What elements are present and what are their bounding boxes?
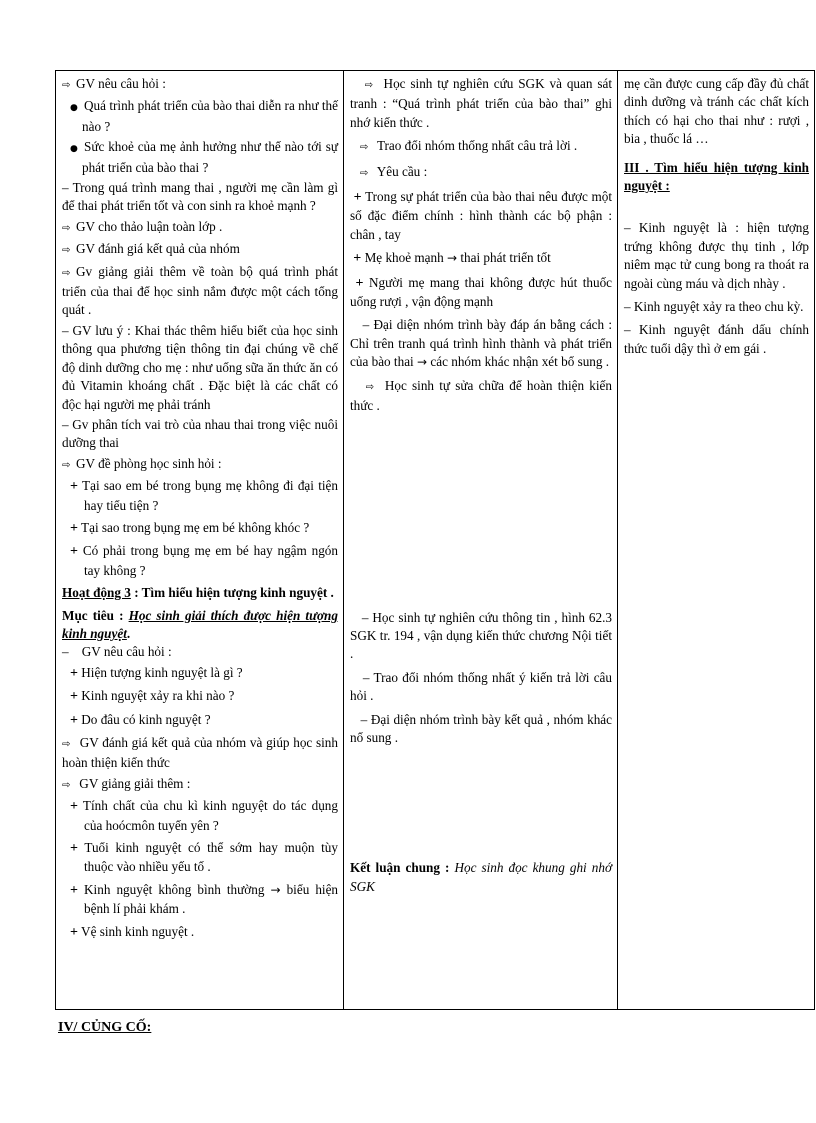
paragraph: – Đại diện nhóm trình bày đáp án bằng cách : Chỉ trên tranh quá trình hình thành và phát triển của bào thai → các nhóm khác nhận xét bổ sung . bbox=[350, 317, 613, 370]
paragraph: ⇨ Học sinh tự sửa chữa để hoàn thiện kiến thức . bbox=[350, 377, 613, 414]
arrow-bullet-icon: ⇨ bbox=[359, 167, 369, 179]
paragraph: + Có phải trong bụng mẹ em bé hay ngậm ngón tay không ? bbox=[70, 543, 338, 578]
paragraph: ⇨ GV đề phòng học sinh hỏi : bbox=[62, 455, 338, 475]
right-arrow-icon: → bbox=[417, 355, 428, 370]
plus-icon: + bbox=[353, 251, 362, 267]
paragraph: ⇨ GV cho thảo luận toàn lớp . bbox=[62, 218, 338, 238]
right-arrow-icon: → bbox=[446, 251, 458, 266]
paragraph: + Người mẹ mang thai không được hút thuốc uống rượi , vận động mạnh bbox=[350, 274, 613, 310]
plus-icon: + bbox=[70, 799, 78, 815]
paragraph: + Tính chất của chu kì kinh nguyệt do tác dụng của hoócmôn tuyến yên ? bbox=[70, 798, 338, 833]
paragraph: ● Quá trình phát triển của bào thai diễn ra như thế nào ? bbox=[70, 98, 338, 134]
plus-icon: + bbox=[70, 665, 78, 681]
arrow-bullet-icon: ⇨ bbox=[364, 80, 374, 91]
paragraph: + Tuổi kinh nguyệt có thể sớm hay muộn tùy thuộc vào nhiều yếu tố . bbox=[70, 840, 338, 875]
bullet-icon: ● bbox=[70, 103, 78, 114]
section-3-heading: III . Tìm hiểu hiện tượng kinh nguyệt : bbox=[624, 159, 809, 194]
paragraph: – Đại diện nhóm trình bày kết quả , nhóm khác nổ sung . bbox=[350, 711, 612, 745]
paragraph: + Kinh nguyệt không bình thường → biểu hiện bệnh lí phải khám . bbox=[70, 881, 339, 917]
paragraph: + Trong sự phát triển của bào thai nêu được một số đặc điểm chính : hình thành các bộ phận : chân , tay bbox=[350, 189, 613, 242]
paragraph: ⇨ GV giảng giải thêm : bbox=[62, 775, 338, 795]
arrow-bullet-icon: ⇨ bbox=[62, 267, 71, 279]
plus-icon: + bbox=[353, 190, 362, 206]
plus-icon: + bbox=[70, 689, 78, 705]
paragraph: + Vệ sinh kinh nguyệt . bbox=[70, 923, 195, 940]
general-conclusion: Kết luận chung : Học sinh đọc khung ghi nhớ SGK bbox=[350, 860, 612, 894]
arrow-bullet-icon: ⇨ bbox=[62, 739, 71, 750]
paragraph: – Học sinh tự nghiên cứu thông tin , hình 62.3 SGK tr. 194 , vận dụng kiến thức chương Nội tiết . bbox=[350, 609, 612, 662]
arrow-bullet-icon: ⇨ bbox=[62, 245, 71, 257]
paragraph: ⇨ Gv giảng giải thêm về toàn bộ quá trình phát triển của thai để học sinh nắm được một cách tổng quát . bbox=[62, 263, 338, 318]
paragraph: + Do đâu có kinh nguyệt ? bbox=[70, 711, 211, 728]
arrow-bullet-icon: ⇨ bbox=[62, 779, 71, 791]
right-arrow-icon: → bbox=[270, 882, 281, 897]
paragraph: – Kinh nguyệt xảy ra theo chu kỳ. bbox=[624, 299, 804, 315]
paragraph: + Tại sao trong bụng mẹ em bé không khóc ? bbox=[70, 519, 310, 536]
arrow-bullet-icon: ⇨ bbox=[62, 459, 71, 471]
plus-icon: + bbox=[70, 712, 78, 728]
paragraph: – Trao đổi nhóm thống nhất ý kiến trả lời câu hỏi . bbox=[350, 669, 612, 704]
plus-icon: + bbox=[70, 479, 78, 495]
content-column bbox=[618, 71, 815, 1010]
paragraph: ⇨ GV đánh giá kết quả của nhóm bbox=[62, 240, 338, 260]
paragraph: ⇨ GV nêu câu hỏi : bbox=[62, 75, 338, 95]
paragraph: ⇨ Trao đổi nhóm thống nhất câu trả lời . bbox=[350, 137, 612, 157]
bullet-icon: ● bbox=[70, 144, 78, 155]
plus-icon: + bbox=[70, 544, 78, 560]
student-activity-column bbox=[344, 71, 618, 1010]
plus-icon: + bbox=[355, 275, 364, 291]
paragraph: – Kinh nguyệt đánh dấu chính thức tuổi dậy thì ở em gái . bbox=[624, 322, 809, 356]
paragraph: ● Sức khoẻ của mẹ ảnh hưởng như thế nào tới sự phát triển của bào thai ? bbox=[70, 139, 338, 175]
arrow-bullet-icon: ⇨ bbox=[62, 80, 71, 91]
arrow-bullet-icon: ⇨ bbox=[359, 142, 369, 154]
paragraph: ⇨ GV đánh giá kết quả của nhóm và giúp học sinh hoàn thiện kiến thức bbox=[62, 735, 338, 771]
paragraph: – GV nêu câu hỏi : bbox=[62, 644, 172, 660]
plus-icon: + bbox=[70, 841, 78, 857]
activity-3-heading: Hoạt động 3 : Tìm hiểu hiện tượng kinh nguyệt . bbox=[62, 585, 334, 601]
paragraph: + Tại sao em bé trong bụng mẹ không đi đại tiện hay tiểu tiện ? bbox=[70, 478, 338, 513]
paragraph: mẹ cần được cung cấp đầy đủ chất dinh dưỡng và tránh các chất kích thích có hại cho thai như : rượi , bia , thuốc lá … bbox=[624, 76, 809, 147]
plus-icon: + bbox=[70, 520, 78, 536]
paragraph: ⇨ Học sinh tự nghiên cứu SGK và quan sát tranh : “Quá trình phát triển của bào thai” ghi nhớ kiến thức . bbox=[350, 76, 612, 130]
teacher-activity-column bbox=[56, 71, 344, 1010]
paragraph: – Kinh nguyệt là : hiện tượng trứng không được thụ tinh , lớp niêm mạc tử cung bong ra thoát ra ngoài cùng máu và dịch nhày . bbox=[624, 220, 809, 291]
arrow-bullet-icon: ⇨ bbox=[62, 222, 71, 234]
lesson-table bbox=[55, 70, 815, 1010]
paragraph: – Gv phân tích vai trò của nhau thai trong việc nuôi dưỡng thai bbox=[62, 416, 338, 451]
paragraph: + Kinh nguyệt xảy ra khi nào ? bbox=[70, 688, 235, 705]
paragraph: + Hiện tượng kinh nguyệt là gì ? bbox=[70, 664, 243, 681]
paragraph: – GV lưu ý : Khai thác thêm hiểu biết của học sinh thông qua phương tiện thông tin đại chúng về chế độ dinh dưỡng cho mẹ : như uống sữa ăn thức ăn có đủ Vitamin khoáng chất . Đặc biệt là các chất có độc hại người mẹ phải tránh bbox=[62, 322, 339, 412]
spacer bbox=[350, 421, 612, 609]
plus-icon: + bbox=[70, 882, 78, 898]
objective-heading: Mục tiêu : Học sinh giải thích được hiện tượng kinh nguyệt. bbox=[62, 607, 338, 641]
paragraph: ⇨ Yêu cầu : bbox=[350, 163, 612, 183]
paragraph: – Trong quá trình mang thai , người mẹ cần làm gì để thai phát triển tốt và con sinh ra khoẻ mạnh ? bbox=[62, 180, 339, 214]
arrow-bullet-icon: ⇨ bbox=[365, 381, 375, 393]
spacer bbox=[350, 752, 612, 859]
paragraph: + Mẹ khoẻ mạnh → thai phát triển tốt bbox=[353, 250, 551, 267]
plus-icon: + bbox=[70, 924, 78, 940]
section-4-heading: IV/ CỦNG CỐ: bbox=[58, 1020, 152, 1035]
